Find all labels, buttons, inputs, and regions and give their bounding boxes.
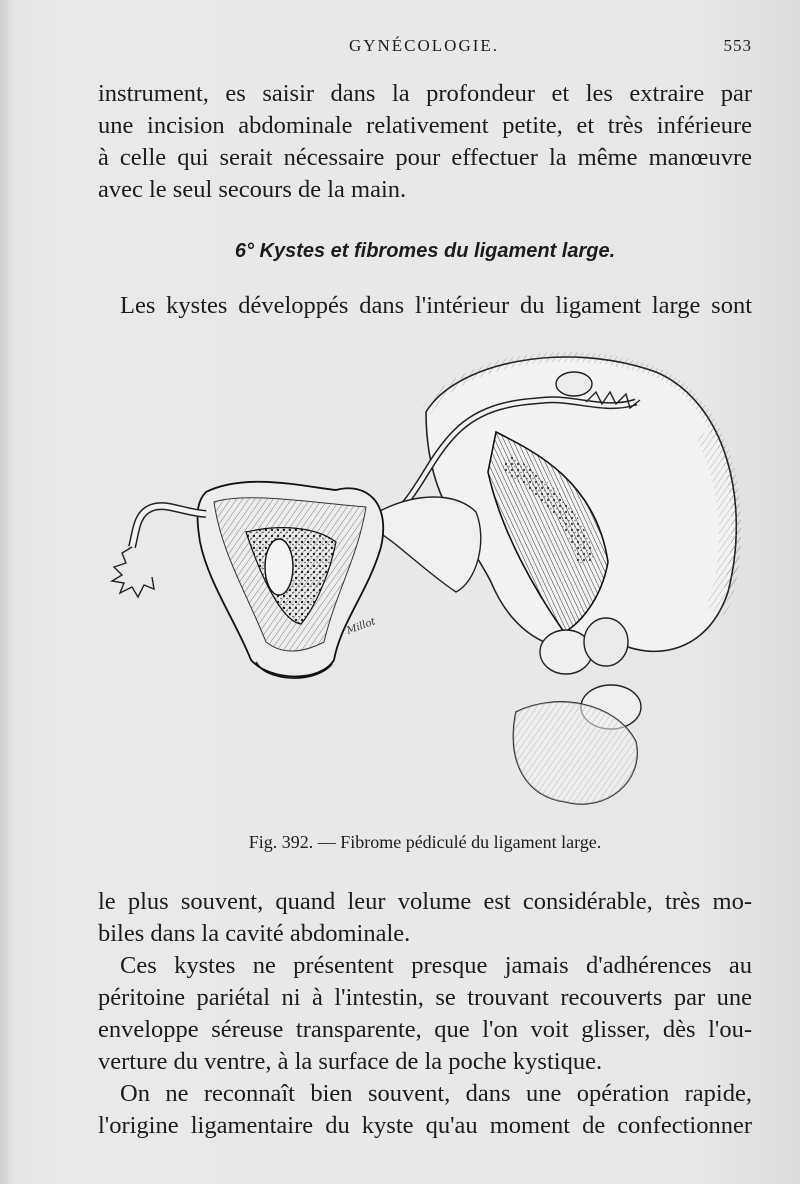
ovary-nodule [556,372,592,396]
text-line: enveloppe séreuse transparente, que l'on voit glisser, dès l'ou- [98,1016,752,1043]
text-line: à celle qui serait nécessaire pour effectuer la même manœuvre [98,144,752,171]
running-header [96,36,752,60]
paragraph-2 [98,290,752,322]
text-line: verture du ventre, à la surface de la poche kystique. [98,1048,603,1075]
text-line: l'origine ligamentaire du kyste qu'au moment de confectionner [98,1112,752,1139]
figure-caption: Fig. 392. — Fibrome pédiculé du ligament large. [248,832,602,852]
uterus [198,482,384,678]
fimbriae-left [112,547,154,597]
fibroid-lobes [513,618,641,804]
text-line: le plus souvent, quand leur volume est considérable, très mo- [98,888,752,915]
page-number: 553 [723,36,752,55]
section-heading: 6° Kystes et fibromes du ligament large. [234,240,616,262]
text-line: biles dans la cavité abdominale. [98,920,411,947]
text-line: Les kystes développés dans l'intérieur du ligament large sont [120,292,752,319]
text-line: avec le seul secours de la main. [98,176,407,203]
anatomical-engraving [96,342,756,832]
text-line: On ne reconnaît bien souvent, dans une opération rapide, [120,1080,752,1107]
engraver-signature: Millot [345,616,378,637]
running-title: GYNÉCOLOGIE. [348,36,500,55]
text-line: péritoine pariétal ni à l'intestin, se trouvant recouverts par une [98,984,752,1011]
text-line: une incision abdominale relativement petite, et très inférieure [98,112,752,139]
paragraph-1 [98,78,752,206]
text-line: instrument, es saisir dans la profondeur et les extraire par [98,80,752,107]
text-line: Ces kystes ne présentent presque jamais d'adhérences au [120,952,752,979]
pedicle [378,497,481,592]
paragraph-3 [98,886,752,1142]
